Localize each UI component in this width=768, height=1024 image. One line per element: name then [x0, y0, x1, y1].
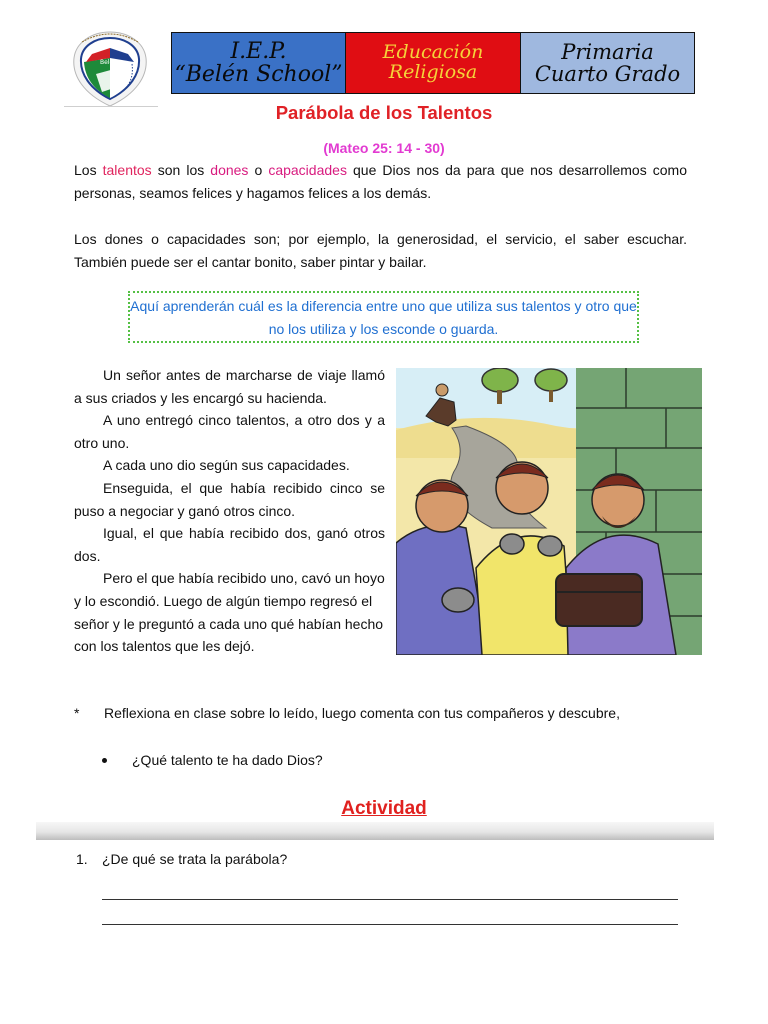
bullet-icon [102, 758, 107, 763]
answer-line[interactable] [102, 899, 678, 900]
school-line-2: “Belén School” [174, 62, 343, 87]
story-paragraph: Un señor antes de marcharse de viaje llamó a sus criados y les encargó su hacienda. [74, 367, 385, 406]
activity-title: Actividad [341, 798, 427, 819]
level-line-2: Cuarto Grado [534, 62, 681, 86]
school-line-1: I.E.P. [230, 38, 287, 64]
logo-text: Belén [100, 59, 117, 66]
keyword-talentos: talentos [102, 162, 152, 178]
callout-box: Aquí aprenderán cuál es la diferencia entre uno que utiliza sus talentos y otro que no los utiliza y los esconde o guarda. [128, 291, 639, 343]
activity-band [36, 822, 714, 840]
page-title: Parábola de los Talentos [275, 102, 493, 123]
grade-cell [521, 33, 694, 93]
parable-servants-illustration [396, 368, 702, 655]
question-number: 1. [76, 851, 88, 867]
story-paragraph: A uno entregó cinco talentos, a otro dos y a otro uno. [74, 412, 385, 451]
reflection-text: Reflexiona en clase sobre lo leído, luego comenta con tus compañeros y descubre, [104, 705, 620, 721]
examples-paragraph: Los dones o capacidades son; por ejemplo, la generosidad, el servicio, el saber escuchar. También puede ser el cantar bonito, saber pintar y bailar. [74, 231, 687, 270]
answer-line[interactable] [102, 924, 678, 925]
intro-paragraph [74, 159, 687, 205]
story-paragraph: Enseguida, el que había recibido cinco se puso a negociar y ganó otros cinco. [74, 479, 385, 519]
header-table [171, 32, 695, 94]
subject-cell [346, 33, 521, 93]
question-item [76, 851, 287, 867]
school-name-cell [172, 33, 346, 93]
level-line-1: Primaria [561, 39, 654, 64]
keyword-capacidades: capacidades [268, 162, 347, 178]
subject-line-2: Religiosa [388, 61, 478, 83]
bullet-question-text: ¿Qué talento te ha dado Dios? [132, 752, 323, 768]
keyword-dones: dones [210, 162, 249, 178]
story-text [74, 364, 385, 658]
question-text: ¿De qué se trata la parábola? [102, 851, 288, 867]
intro-word-3: o [254, 162, 263, 178]
school-crest-logo [62, 28, 158, 108]
asterisk-marker: * [74, 705, 80, 721]
intro-word-1: Los [74, 162, 97, 178]
bible-reference: (Mateo 25: 14 - 30) [323, 140, 445, 156]
story-paragraph: Igual, el que había recibido dos, ganó otros dos. [74, 525, 385, 564]
story-paragraph: A cada uno dio según sus capacidades. [103, 457, 350, 474]
story-paragraph: Pero el que había recibido uno, cavó un hoyo y lo escondió. Luego de algún tiempo regresó el señor y le preguntó a cada uno qué habían hecho con los talentos que les dejó. [74, 570, 385, 655]
intro-word-2: son los [157, 162, 205, 178]
intro-rest: que Dios nos da para que nos desarrollemos como personas, seamos felices y hagamos felices a los demás. [74, 162, 687, 201]
subject-line-1: Educación [382, 41, 484, 64]
